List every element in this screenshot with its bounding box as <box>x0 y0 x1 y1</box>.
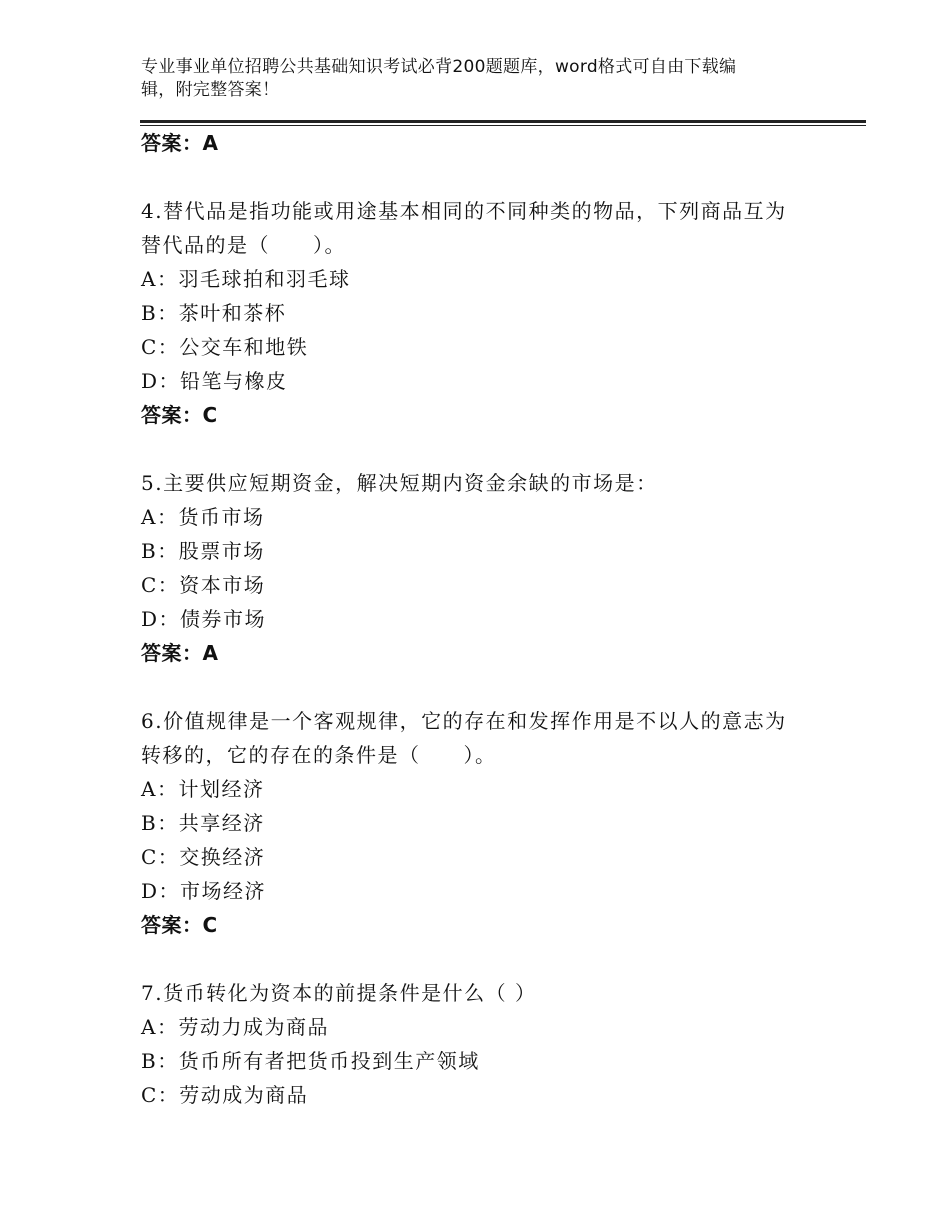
answer: 答案：C <box>141 403 218 427</box>
header-line-2: 辑，附完整答案！ <box>141 80 280 100</box>
question-stem-continued: 替代品的是（ ）。 <box>141 233 346 257</box>
spacer <box>141 160 821 194</box>
option-a: A：计划经济 <box>141 777 265 801</box>
question-4 <box>141 194 821 432</box>
option-b: B：货币所有者把货币投到生产领域 <box>141 1049 480 1073</box>
option-a: A：劳动力成为商品 <box>141 1015 329 1039</box>
question-list <box>141 126 821 1112</box>
question-5 <box>141 466 821 670</box>
question-stem: 6.价值规律是一个客观规律，它的存在和发挥作用是不以人的意志为 <box>141 709 787 733</box>
option-c: C：劳动成为商品 <box>141 1083 309 1107</box>
header-rule-thick <box>140 120 866 123</box>
option-c: C：资本市场 <box>141 573 266 597</box>
option-d: D：市场经济 <box>141 879 267 903</box>
header-line-1: 专业事业单位招聘公共基础知识考试必背200题题库，word格式可自由下载编 <box>141 57 737 77</box>
question-stem: 5.主要供应短期资金，解决短期内资金余缺的市场是： <box>141 471 658 495</box>
option-d: D：铅笔与橡皮 <box>141 369 288 393</box>
spacer <box>141 942 821 976</box>
spacer <box>141 670 821 704</box>
previous-answer: 答案：A <box>141 131 219 155</box>
option-d: D：债券市场 <box>141 607 267 631</box>
option-a: A：羽毛球拍和羽毛球 <box>141 267 351 291</box>
question-stem: 4.替代品是指功能或用途基本相同的不同种类的物品，下列商品互为 <box>141 199 787 223</box>
document-header <box>141 56 791 102</box>
question-7 <box>141 976 821 1112</box>
question-6 <box>141 704 821 942</box>
answer: 答案：A <box>141 641 219 665</box>
option-a: A：货币市场 <box>141 505 265 529</box>
option-b: B：茶叶和茶杯 <box>141 301 287 325</box>
question-stem: 7.货币转化为资本的前提条件是什么（ ） <box>141 981 537 1005</box>
option-c: C：交换经济 <box>141 845 266 869</box>
question-stem-continued: 转移的，它的存在的条件是（ ）。 <box>141 743 497 767</box>
answer: 答案：C <box>141 913 218 937</box>
spacer <box>141 432 821 466</box>
option-c: C：公交车和地铁 <box>141 335 309 359</box>
option-b: B：股票市场 <box>141 539 265 563</box>
option-b: B：共享经济 <box>141 811 265 835</box>
